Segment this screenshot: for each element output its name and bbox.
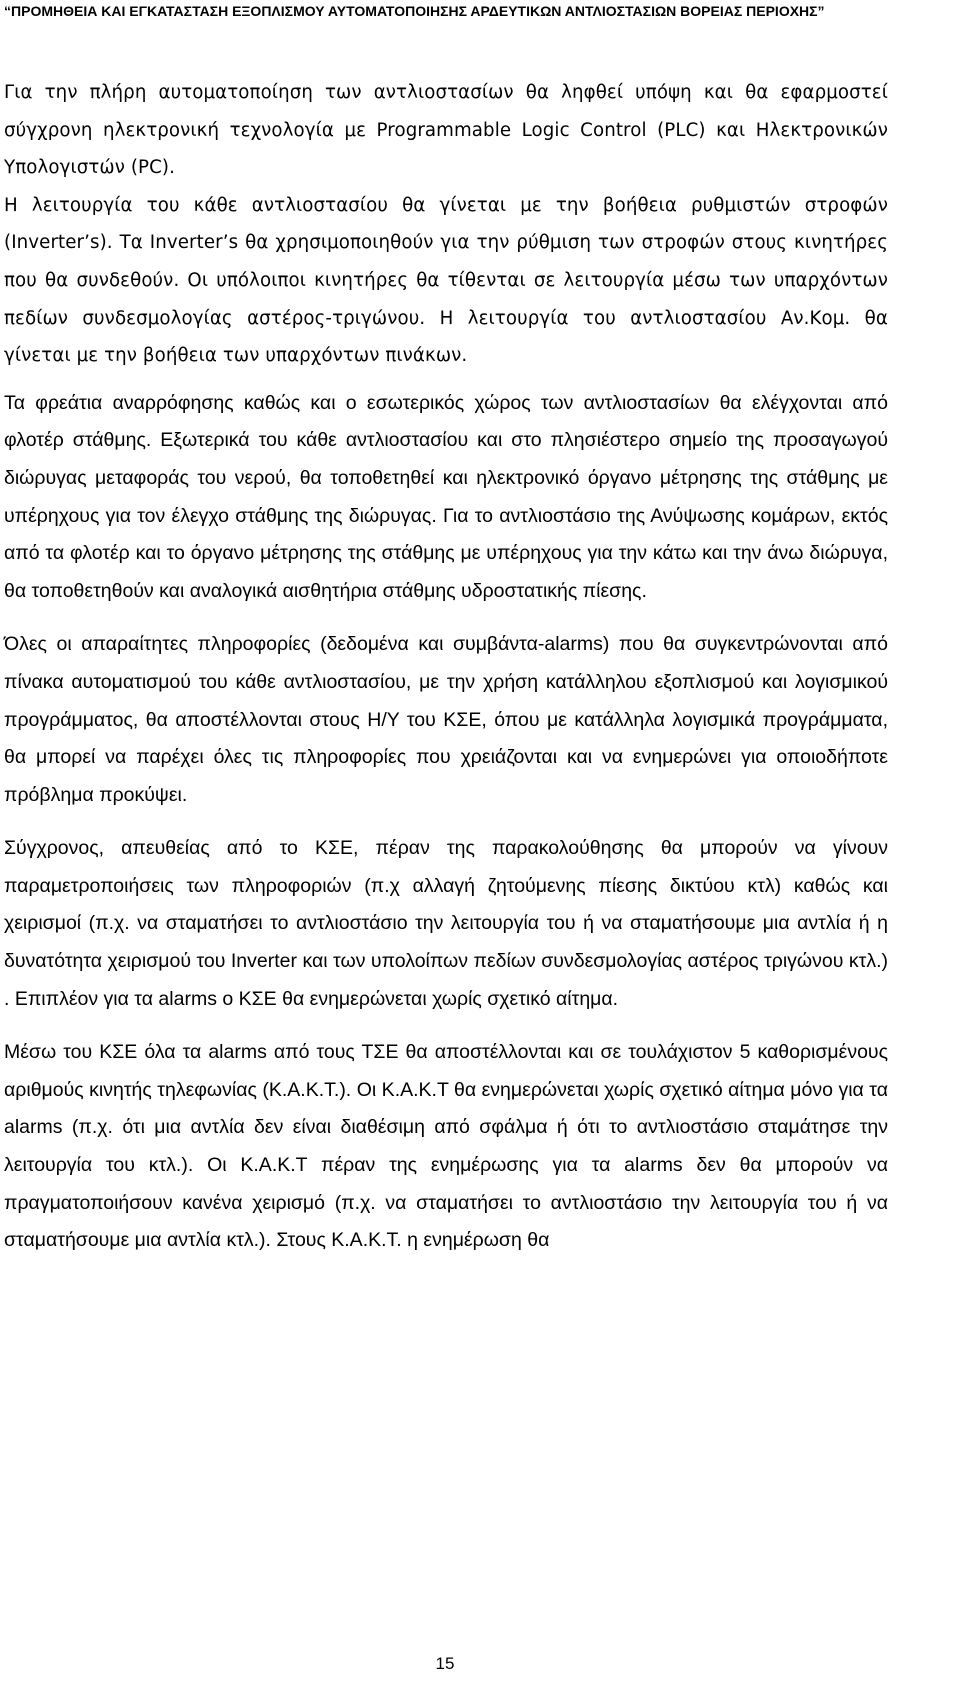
paragraph-automation: Για την πλήρη αυτοματοποίηση των αντλιοστασίων θα ληφθεί υπόψη και θα εφαρμοστεί σύγχρονη ηλεκτρονική τεχνολογία με Programmable Logic Control (PLC) και Ηλεκτρονικών Υπολογιστών (PC). [4, 82, 888, 179]
document-body [4, 74, 888, 1260]
document-header-title: “ΠΡΟΜΗΘΕΙΑ ΚΑΙ ΕΓΚΑΤΑΣΤΑΣΗ ΕΞΟΠΛΙΣΜΟΥ ΑΥΤΟΜΑΤΟΠΟΙΗΣΗΣ ΑΡΔΕΥΤΙΚΩΝ ΑΝΤΛΙΟΣΤΑΣΙΩΝ ΒΟΡΕΙΑΣ ΠΕΡΙΟΧΗΣ” [4, 3, 825, 19]
paragraph-inverters: Η λειτουργία του κάθε αντλιοστασίου θα γίνεται με την βοήθεια ρυθμιστών στροφών (Inverter’s). Τα Inverter’s θα χρησιμοποιηθούν για την ρύθμιση των στροφών στους κινητήρες που θα συνδεθούν. Οι υπόλοιποι κινητήρες θα τίθενται σε λειτουργία μέσω των υπαρχόντων πεδίων συνδεσμολογίας αστέρος-τριγώνου. Η λειτουργία του αντλιοστασίου Αν.Κομ. θα γίνεται με την βοήθεια των υπαρχόντων πινάκων. [4, 194, 888, 367]
paragraph-data-transmission: Όλες οι απαραίτητες πληροφορίες (δεδομένα και συμβάντα-alarms) που θα συγκεντρώνονται από πίνακα αυτοματισμού του κάθε αντλιοστασίου, με την χρήση κατάλληλου εξοπλισμού και λογισμικού προγράμματος, θα αποστέλλονται στους Η/Υ του ΚΣΕ, όπου με κατάλληλα λογισμικά προγράμματα, θα μπορεί να παρέχει όλες τις πληροφορίες που χρειάζονται και να ενημερώνει για οποιοδήποτε πρόβλημα προκύψει. [4, 633, 888, 806]
paragraph-level-sensors: Τα φρεάτια αναρρόφησης καθώς και ο εσωτερικός χώρος των αντλιοστασίων θα ελέγχονται από φλοτέρ στάθμης. Εξωτερικά του κάθε αντλιοστασίου και στο πλησιέστερο σημείο της προσαγωγού διώρυγας μεταφοράς του νερού, θα τοποθετηθεί και ηλεκτρονικό όργανο μέτρησης της στάθμης με υπέρηχους για τον έλεγχο στάθμης της διώρυγας. Για το αντλιοστάσιο της Ανύψωσης κομάρων, εκτός από τα φλοτέρ και το όργανο μέτρησης της στάθμης με υπέρηχους για την κάτω και την άνω διώρυγα, θα τοποθετηθούν και αναλογικά αισθητήρια στάθμης υδροστατικής πίεσης. [4, 391, 888, 602]
paragraph-mobile-alerts: Μέσω του ΚΣΕ όλα τα alarms από τους ΤΣΕ θα αποστέλλονται και σε τουλάχιστον 5 καθορισμένους αριθμούς κινητής τηλεφωνίας (Κ.Α.Κ.Τ.). Οι Κ.Α.Κ.Τ θα ενημερώνεται χωρίς σχετικό αίτημα μόνο για τα alarms (π.χ. ότι μια αντλία δεν είναι διαθέσιμη από σφάλμα ή ότι το αντλιοστάσιο σταμάτησε την λειτουργία του κτλ.). Οι Κ.Α.Κ.Τ πέραν της ενημέρωσης για τα alarms δεν θα μπορούν να πραγματοποιήσουν κανένα χειρισμό (π.χ. να σταματήσει το αντλιοστάσιο την λειτουργία του ή να σταματήσουμε μια αντλία κτλ.). Στους Κ.Α.Κ.Τ. η ενημέρωση θα [4, 1041, 888, 1252]
page-number: 15 [435, 1654, 455, 1673]
paragraph-remote-control: Σύγχρονος, απευθείας από το ΚΣΕ, πέραν της παρακολούθησης θα μπορούν να γίνουν παραμετροποιήσεις των πληροφοριών (π.χ αλλαγή ζητούμενης πίεσης δικτύου κτλ) καθώς και χειρισμοί (π.χ. να σταματήσει το αντλιοστάσιο την λειτουργία του ή να σταματήσουμε μια αντλία ή η δυνατότητα χειρισμού του Inverter και των υπολοίπων πεδίων συνδεσμολογίας αστέρος τριγώνου κτλ.) . Επιπλέον για τα alarms ο ΚΣΕ θα ενημερώνεται χωρίς σχετικό αίτημα. [4, 837, 888, 1010]
